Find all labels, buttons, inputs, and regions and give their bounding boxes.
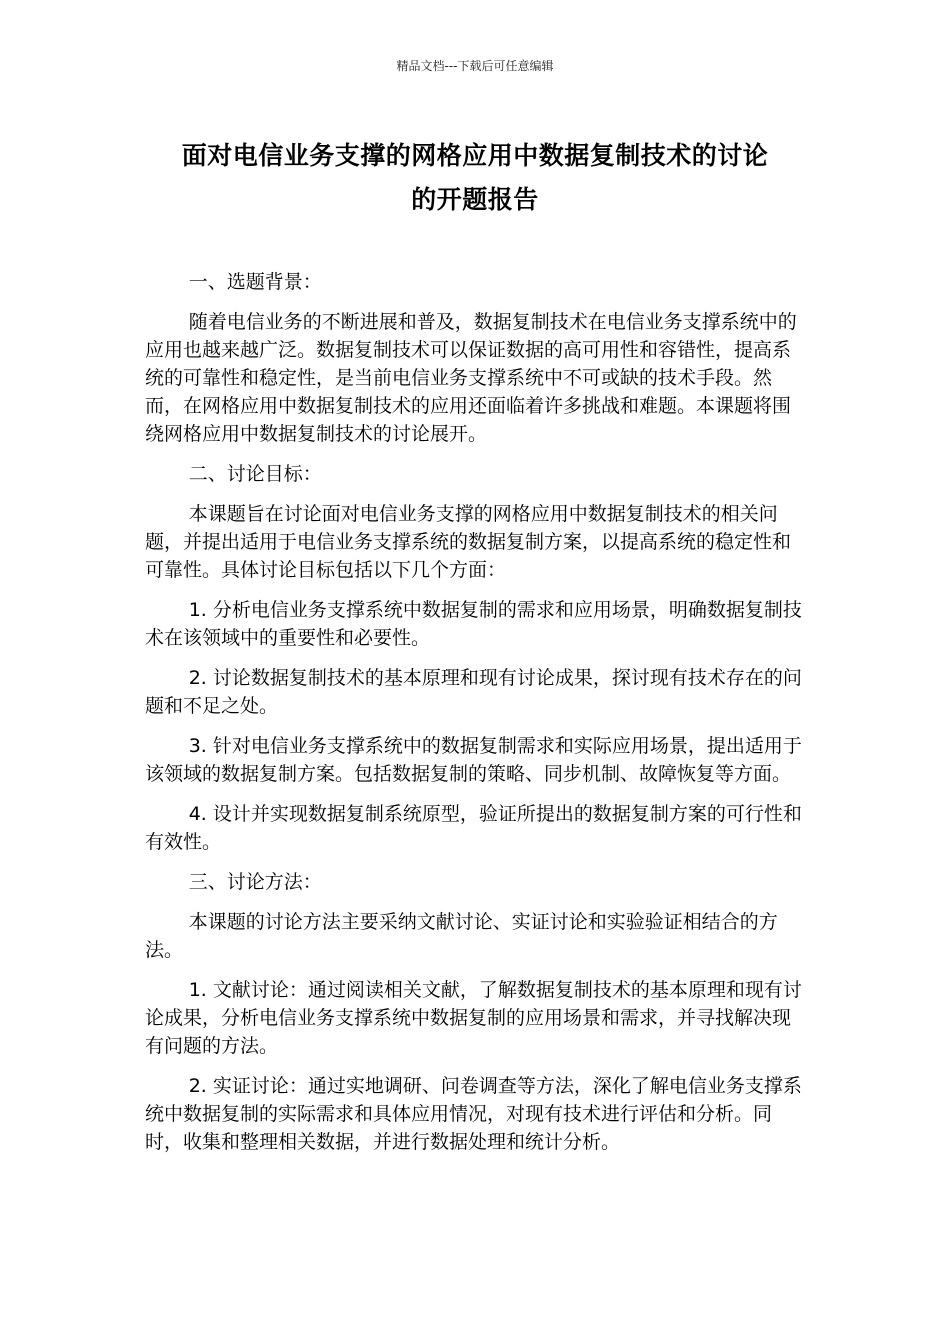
method-item-1: 1. 文献讨论：通过阅读相关文献，了解数据复制技术的基本原理和现有讨论成果，分析电信业务支撑系统中数据复制的应用场景和需求，并寻找解决现有问题的方法。 — [145, 979, 802, 1057]
title-line-1: 面对电信业务支撑的网格应用中数据复制技术的讨论 — [181, 141, 769, 170]
goal-item-3: 3. 针对电信业务支撑系统中的数据复制需求和实际应用场景，提出适用于该领域的数据复制方案。包括数据复制的策略、同步机制、故障恢复等方面。 — [145, 735, 802, 785]
title-line-2: 的开题报告 — [411, 185, 539, 214]
header-note: 精品文档---下载后可任意编辑 — [396, 59, 554, 73]
method-item-2: 2. 实证讨论：通过实地调研、问卷调查等方法，深化了解电信业务支撑系统中数据复制的实际需求和具体应用情况，对现有技术进行评估和分析。同时，收集和整理相关数据，并进行数据处理和统计分析。 — [145, 1075, 802, 1153]
paragraph-goals-intro: 本课题旨在讨论面对电信业务支撑的网格应用中数据复制技术的相关问题，并提出适用于电信业务支撑系统的数据复制方案，以提高系统的稳定性和可靠性。具体讨论目标包括以下几个方面： — [145, 503, 792, 581]
goal-item-1: 1. 分析电信业务支撑系统中数据复制的需求和应用场景，明确数据复制技术在该领域中的重要性和必要性。 — [145, 599, 802, 649]
document-title — [120, 134, 830, 222]
section-heading-goals: 二、讨论目标： — [188, 463, 322, 485]
paragraph-methods-intro: 本课题的讨论方法主要采纳文献讨论、实证讨论和实验验证相结合的方法。 — [145, 911, 778, 961]
goal-item-2: 2. 讨论数据复制技术的基本原理和现有讨论成果，探讨现有技术存在的问题和不足之处。 — [145, 667, 802, 717]
section-heading-methods: 三、讨论方法： — [188, 871, 322, 893]
goal-item-4: 4. 设计并实现数据复制系统原型，验证所提出的数据复制方案的可行性和有效性。 — [145, 803, 802, 853]
section-heading-background: 一、选题背景： — [188, 271, 322, 293]
paragraph-background: 随着电信业务的不断进展和普及，数据复制技术在电信业务支撑系统中的应用也越来越广泛。数据复制技术可以保证数据的高可用性和容错性，提高系统的可靠性和稳定性，是当前电信业务支撑系统中不可或缺的技术手段。然而，在网格应用中数据复制技术的应用还面临着许多挑战和难题。本课题将围绕网格应用中数据复制技术的讨论展开。 — [145, 311, 797, 445]
document-body — [145, 268, 805, 1168]
